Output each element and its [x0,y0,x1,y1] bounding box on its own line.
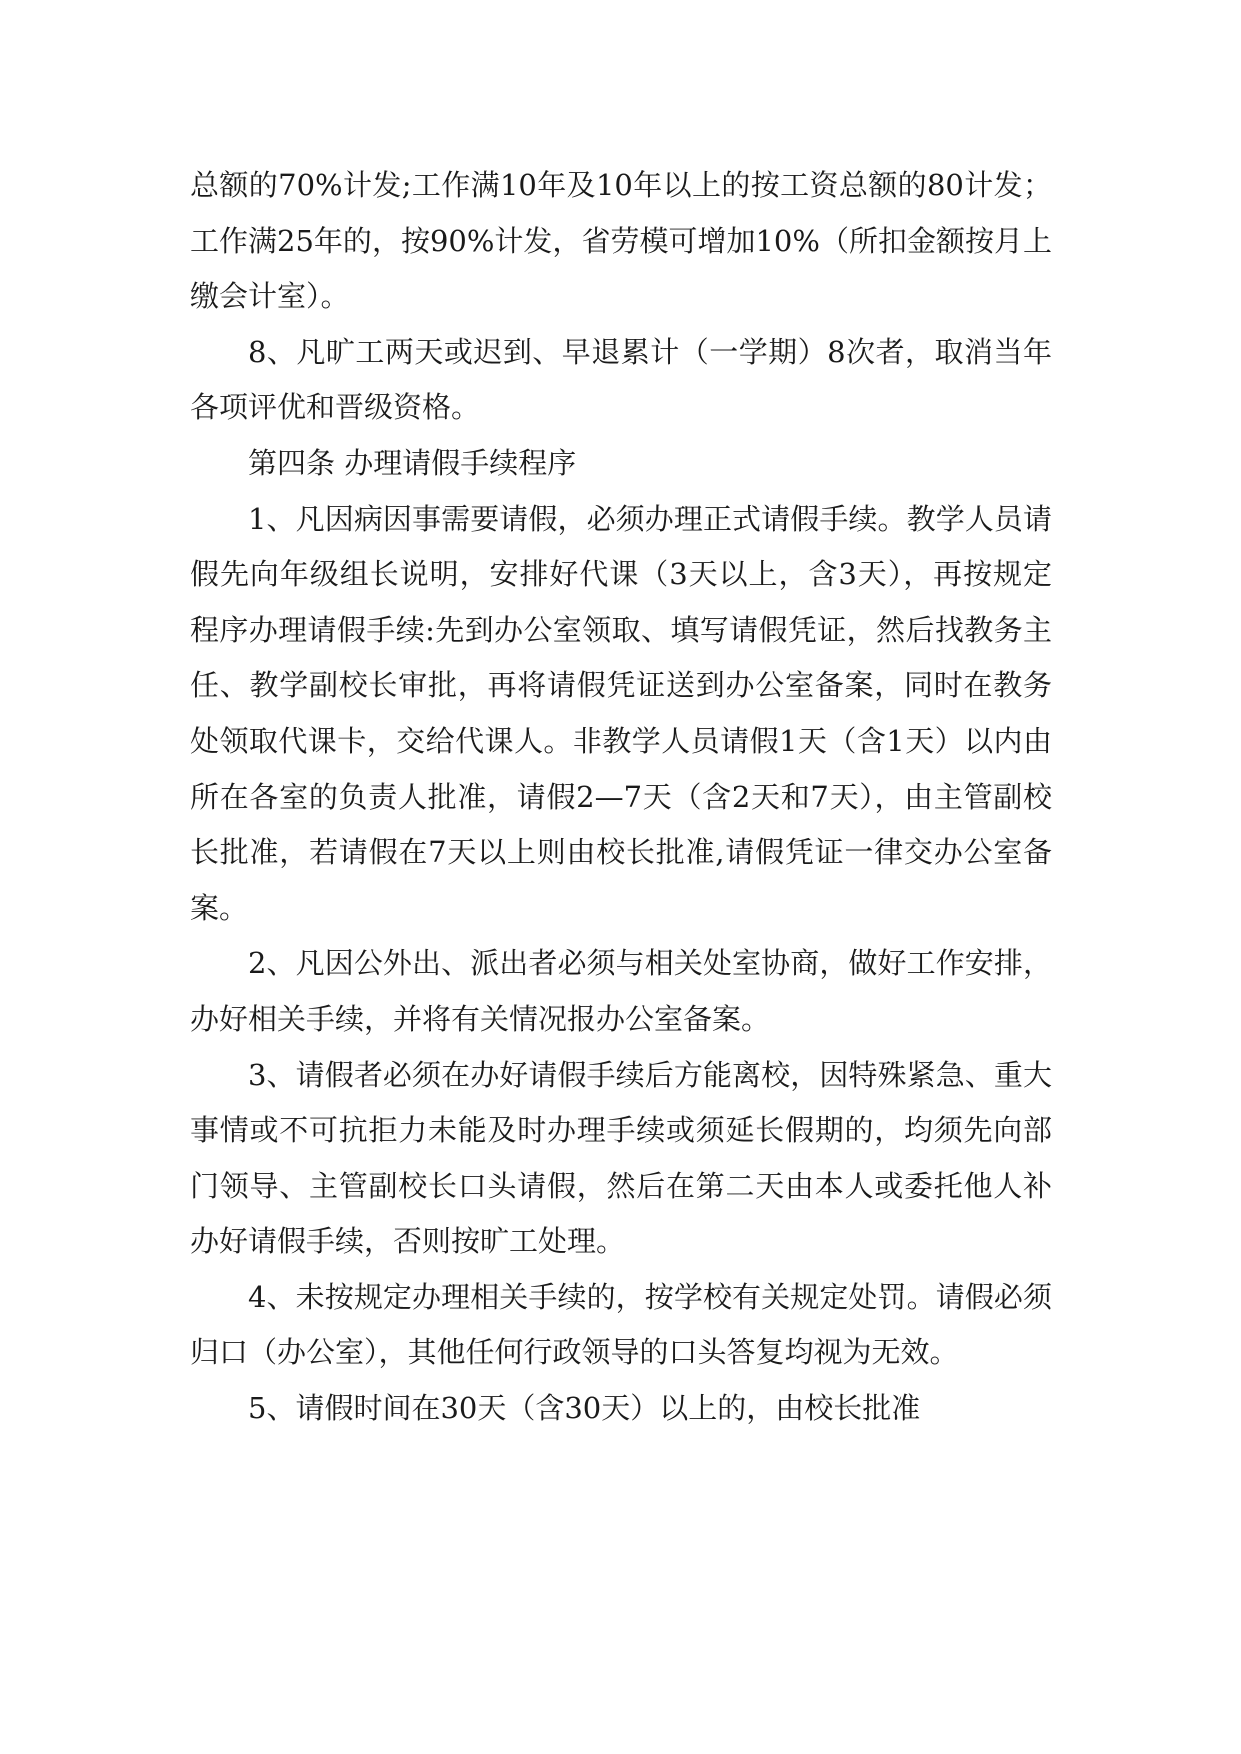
paragraph-item-2: 2、凡因公外出、派出者必须与相关处室协商，做好工作安排，办好相关手续，并将有关情况报办公室备案。 [190,946,1052,1036]
paragraph-item-3: 3、请假者必须在办好请假手续后方能离校，因特殊紧急、重大事情或不可抗拒力未能及时办理手续或须延长假期的，均须先向部门领导、主管副校长口头请假，然后在第二天由本人或委托他人补办好请假手续，否则按旷工处理。 [190,1057,1052,1259]
paragraph-item-4: 4、未按规定办理相关手续的，按学校有关规定处罚。请假必须归口（办公室），其他任何行政领导的口头答复均视为无效。 [190,1279,1052,1370]
paragraph-item-5: 5、请假时间在30天（含30天）以上的，由校长批准 [248,1391,921,1426]
paragraph-item-8: 8、凡旷工两天或迟到、早退累计（一学期）8次者，取消当年各项评优和晋级资格。 [190,334,1052,425]
section-heading-article-4: 第四条 办理请假手续程序 [248,445,577,480]
paragraph-salary-deduction: 总额的70%计发;工作满10年及10年以上的按工资总额的80计发；工作满25年的，按90%计发，省劳模可增加10%（所扣金额按月上缴会计室）。 [190,168,1052,314]
paragraph-item-1: 1、凡因病因事需要请假，必须办理正式请假手续。教学人员请假先向年级组长说明，安排好代课（3天以上，含3天），再按规定程序办理请假手续:先到办公室领取、填写请假凭证，然后找教务主任、教学副校长审批，再将请假凭证送到办公室备案，同时在教务处领取代课卡，交给代课人。非教学人员请假1天（含1天）以内由所在各室的负责人批准，请假2—7天（含2天和7天），由主管副校长批准，若请假在7天以上则由校长批准,请假凭证一律交办公室备案。 [190,501,1052,925]
document-body [190,158,1052,1437]
